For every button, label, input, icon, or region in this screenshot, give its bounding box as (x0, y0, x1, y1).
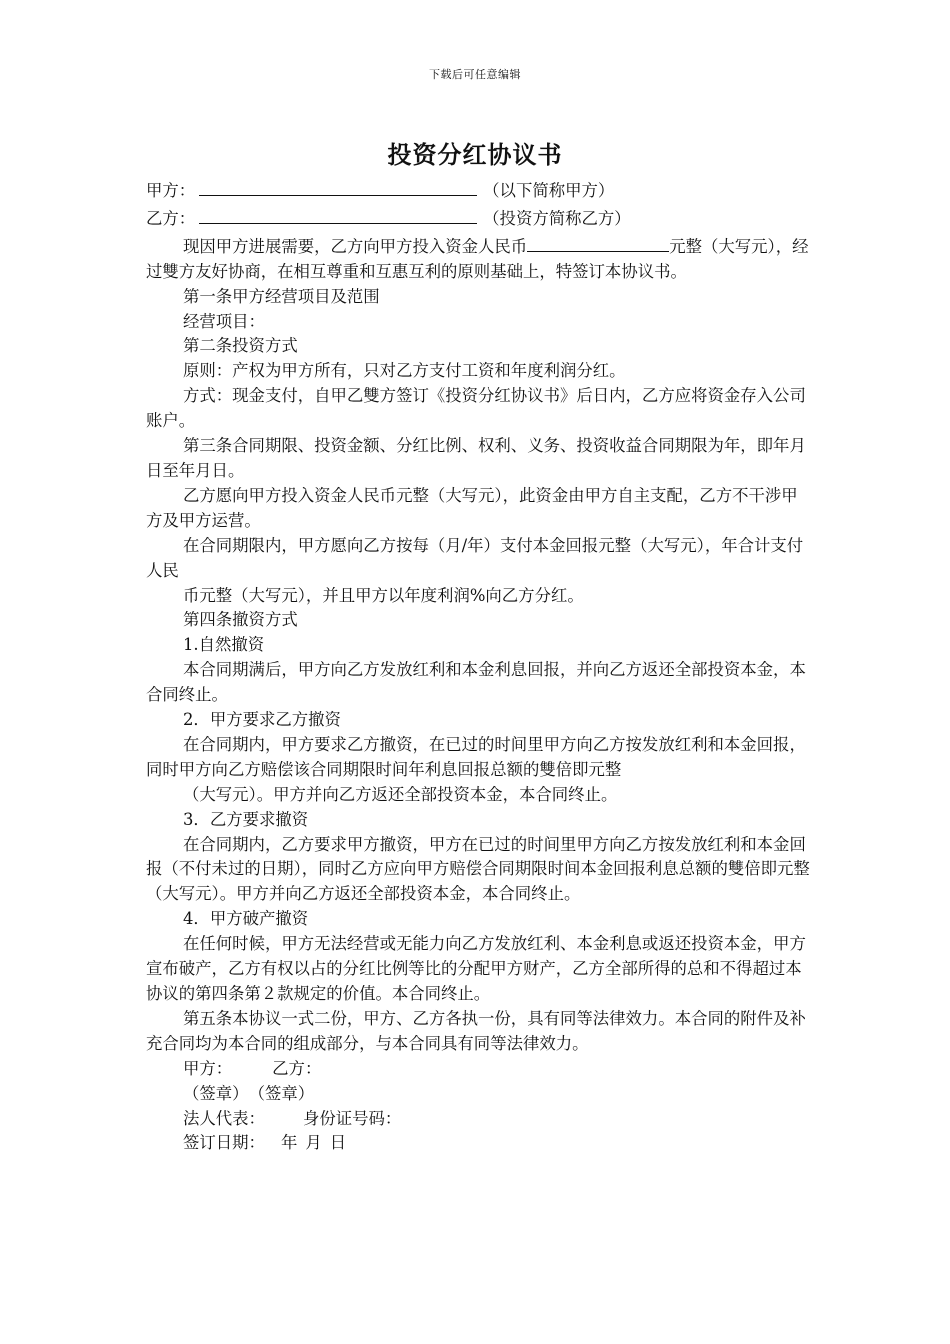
party-b-line (146, 204, 814, 232)
clause-3-paragraph: 在合同期内，乙方要求甲方撤资，甲方在已过的时间里甲方向乙方按发放红利和本金回报（不付未过的日期），同时乙方应向甲方赔偿合同期限时间本金回报利息总额的雙倍即元整（大写元）。甲方并向乙方返还全部投资本金，本合同终止。 (146, 834, 810, 904)
article-1-heading: 第一条甲方经营项目及范围 (183, 286, 380, 306)
seal-party-a: （签章） (183, 1083, 249, 1103)
method-paragraph: 方式：现金支付，自甲乙雙方签订《投资分红协议书》后日内，乙方应将资金存入公司账户。 (146, 386, 806, 431)
party-a-blank (199, 176, 477, 196)
return-paragraph: 在合同期限内，甲方愿向乙方按每（月/年）支付本金回报元整（大写元），年合计支付人民 (146, 535, 804, 580)
signature-parties-row (146, 1057, 814, 1082)
article-2-heading: 第二条投资方式 (183, 336, 298, 356)
intro-paragraph (146, 232, 814, 285)
seal-party-b: （签章） (248, 1083, 315, 1103)
header-note: 下载后可任意编辑 (429, 68, 521, 81)
party-a-line (146, 176, 814, 204)
seal-row (146, 1082, 814, 1107)
clause-4-heading: 4．甲方破产撤资 (183, 909, 309, 929)
clause-1-paragraph: 本合同期满后，甲方向乙方发放红利和本金利息回报，并向乙方返还全部投资本金，本合同终止。 (146, 660, 806, 705)
party-b-label: 乙方： (146, 208, 196, 228)
clause-2-heading: 2．甲方要求乙方撤资 (183, 710, 341, 730)
signature-party-b: 乙方： (272, 1058, 322, 1078)
intro-text-before: 现因甲方进展需要，乙方向甲方投入资金人民币 (183, 236, 528, 256)
article-4-heading: 第四条撤资方式 (183, 610, 298, 630)
date-month: 月 (305, 1133, 322, 1153)
date-year: 年 (280, 1133, 298, 1153)
party-b-note: （投资方简称乙方） (483, 208, 631, 228)
principle-paragraph: 原则：产权为甲方所有，只对乙方支付工资和年度利润分红。 (183, 361, 626, 381)
clause-2-paragraph: 在合同期内，甲方要求乙方撤资，在已过的时间里甲方向乙方按发放红利和本金回报，同时甲方向乙方赔偿该合同期限时间年利息回报总额的雙倍即元整 (146, 734, 806, 779)
article-5-paragraph: 第五条本协议一式二份，甲方、乙方各执一份，具有同等法律效力。本合同的附件及补充合同均为本合同的组成部分，与本合同具有同等法律效力。 (146, 1008, 806, 1053)
party-a-label: 甲方： (146, 181, 196, 200)
sign-date-row (146, 1131, 814, 1156)
document-body (146, 176, 814, 1156)
party-b-blank (199, 204, 477, 224)
clause-2-continuation: （大写元）。甲方并向乙方返还全部投资本金，本合同终止。 (183, 784, 618, 804)
legal-rep-row (146, 1107, 814, 1132)
clause-3-heading: 3．乙方要求撤资 (183, 809, 309, 829)
legal-rep-label: 法人代表： (183, 1108, 265, 1128)
business-project-line: 经营项目： (183, 311, 265, 331)
document-title: 投资分红协议书 (387, 141, 563, 169)
sign-date-label: 签订日期： (183, 1133, 265, 1153)
clause-1-heading: 1.自然撤资 (183, 635, 265, 655)
intro-text-after: 元整（大写元），经过雙方友好协商，在相互尊重和互惠互利的原则基础上，特签订本协议书。 (146, 236, 809, 281)
investment-paragraph: 乙方愿向甲方投入资金人民币元整（大写元），此资金由甲方自主支配，乙方不干涉甲方及甲方运营。 (146, 485, 798, 530)
date-day: 日 (329, 1133, 347, 1153)
amount-blank (527, 232, 669, 252)
dividend-paragraph: 币元整（大写元），并且甲方以年度利润%向乙方分红。 (183, 585, 584, 605)
article-3-paragraph: 第三条合同期限、投资金额、分红比例、权利、义务、投资收益合同期限为年，即年月日至年月日。 (146, 436, 806, 480)
signature-party-a: 甲方： (183, 1058, 233, 1078)
id-number-label: 身份证号码： (302, 1108, 402, 1128)
party-a-note: （以下简称甲方） (483, 181, 615, 200)
clause-4-paragraph: 在任何时候，甲方无法经营或无能力向乙方发放红利、本金利息或返还投资本金，甲方宣布破产，乙方有权以占的分红比例等比的分配甲方财产，乙方全部所得的总和不得超过本协议的第四条第２款规定的价值。本合同终止。 (146, 934, 806, 1003)
